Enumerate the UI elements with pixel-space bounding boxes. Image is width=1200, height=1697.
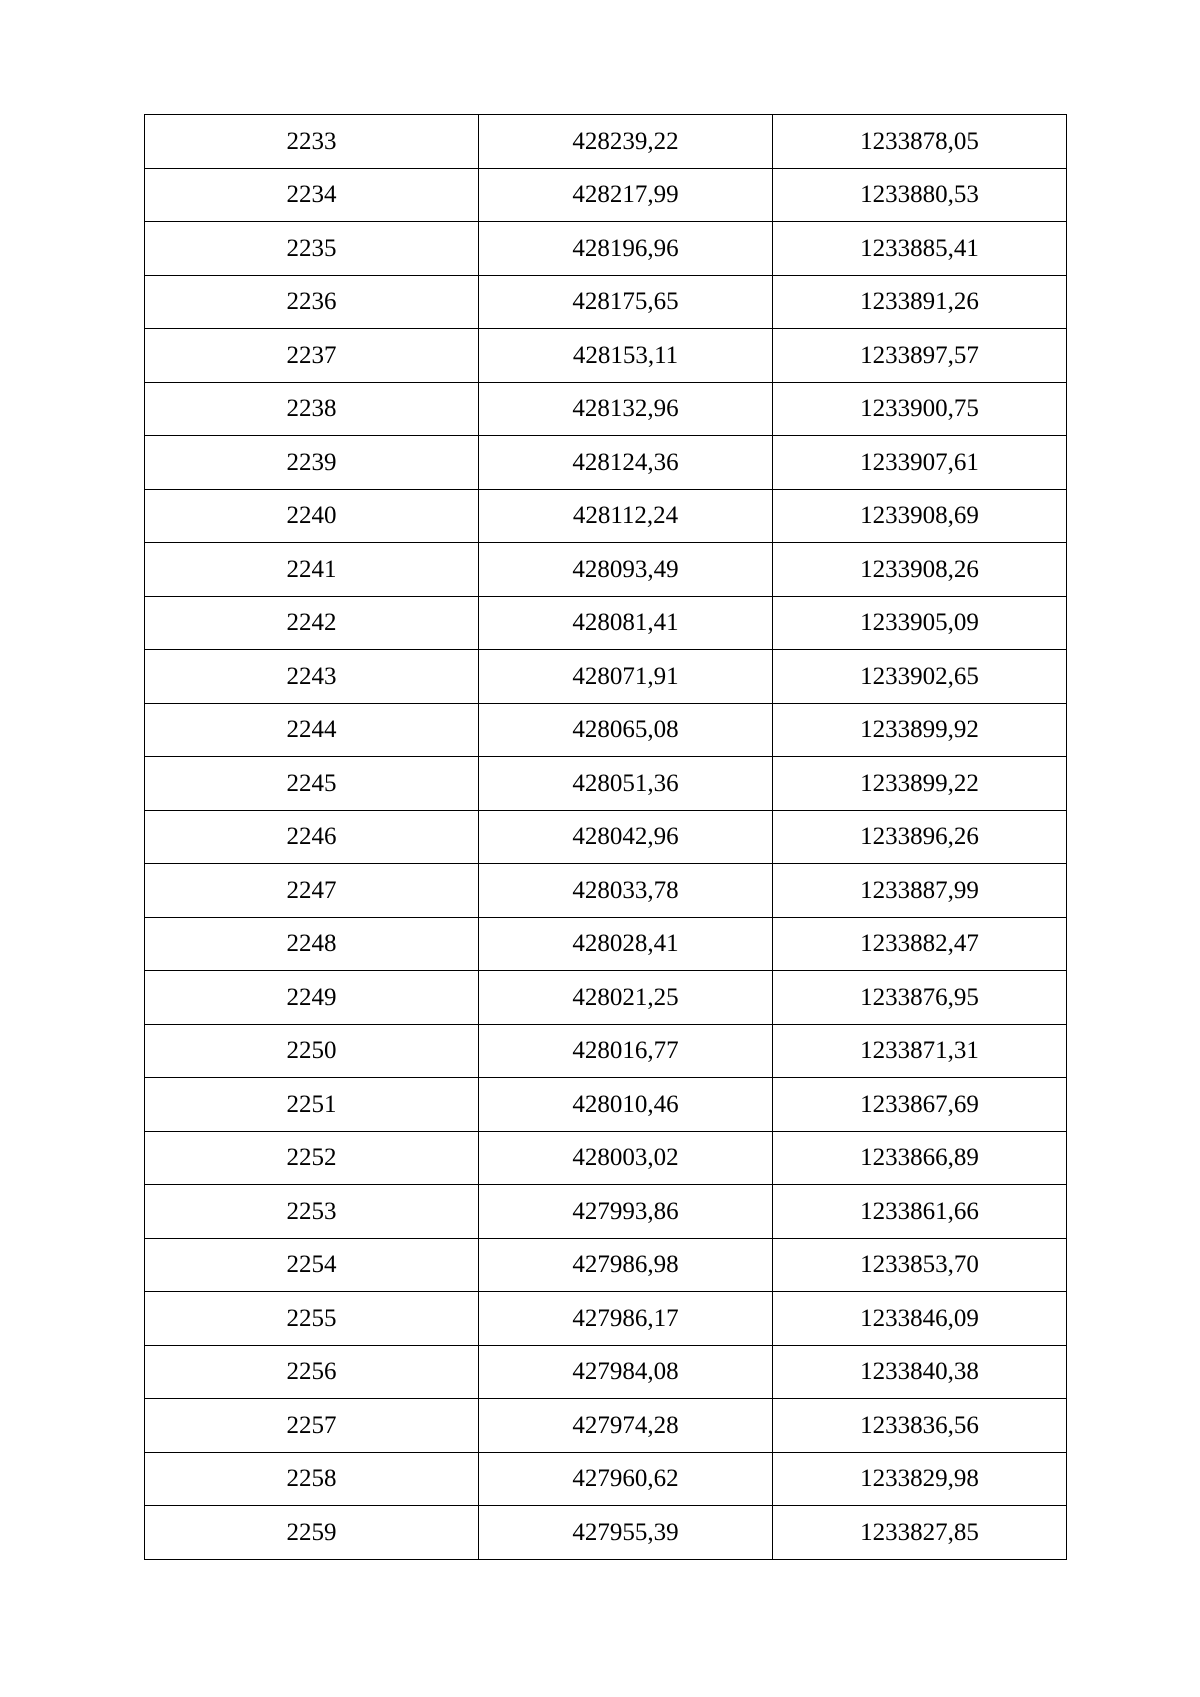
table-row bbox=[145, 222, 1067, 276]
point-number-cell: 2243 bbox=[145, 650, 479, 704]
point-number-cell: 2234 bbox=[145, 168, 479, 222]
point-number-cell: 2241 bbox=[145, 543, 479, 597]
table-row bbox=[145, 864, 1067, 918]
point-number-cell: 2255 bbox=[145, 1292, 479, 1346]
table-row bbox=[145, 329, 1067, 383]
point-number-cell: 2257 bbox=[145, 1399, 479, 1453]
table-row bbox=[145, 596, 1067, 650]
table-row bbox=[145, 1131, 1067, 1185]
table-row bbox=[145, 115, 1067, 169]
x-coordinate-cell: 428112,24 bbox=[479, 489, 773, 543]
x-coordinate-cell: 427955,39 bbox=[479, 1506, 773, 1560]
x-coordinate-cell: 427986,17 bbox=[479, 1292, 773, 1346]
table-row bbox=[145, 1238, 1067, 1292]
table-row bbox=[145, 489, 1067, 543]
table-row bbox=[145, 971, 1067, 1025]
y-coordinate-cell: 1233861,66 bbox=[773, 1185, 1067, 1239]
y-coordinate-cell: 1233882,47 bbox=[773, 917, 1067, 971]
x-coordinate-cell: 428033,78 bbox=[479, 864, 773, 918]
x-coordinate-cell: 428021,25 bbox=[479, 971, 773, 1025]
point-number-cell: 2239 bbox=[145, 436, 479, 490]
point-number-cell: 2236 bbox=[145, 275, 479, 329]
point-number-cell: 2238 bbox=[145, 382, 479, 436]
y-coordinate-cell: 1233885,41 bbox=[773, 222, 1067, 276]
point-number-cell: 2233 bbox=[145, 115, 479, 169]
point-number-cell: 2237 bbox=[145, 329, 479, 383]
x-coordinate-cell: 428065,08 bbox=[479, 703, 773, 757]
table-body bbox=[145, 115, 1067, 1560]
y-coordinate-cell: 1233902,65 bbox=[773, 650, 1067, 704]
table-row bbox=[145, 1399, 1067, 1453]
table-row bbox=[145, 917, 1067, 971]
point-number-cell: 2254 bbox=[145, 1238, 479, 1292]
table-row bbox=[145, 1452, 1067, 1506]
x-coordinate-cell: 427960,62 bbox=[479, 1452, 773, 1506]
y-coordinate-cell: 1233829,98 bbox=[773, 1452, 1067, 1506]
y-coordinate-cell: 1233876,95 bbox=[773, 971, 1067, 1025]
x-coordinate-cell: 428016,77 bbox=[479, 1024, 773, 1078]
x-coordinate-cell: 427993,86 bbox=[479, 1185, 773, 1239]
x-coordinate-cell: 427974,28 bbox=[479, 1399, 773, 1453]
x-coordinate-cell: 428196,96 bbox=[479, 222, 773, 276]
y-coordinate-cell: 1233840,38 bbox=[773, 1345, 1067, 1399]
point-number-cell: 2258 bbox=[145, 1452, 479, 1506]
x-coordinate-cell: 428153,11 bbox=[479, 329, 773, 383]
x-coordinate-cell: 427984,08 bbox=[479, 1345, 773, 1399]
y-coordinate-cell: 1233827,85 bbox=[773, 1506, 1067, 1560]
y-coordinate-cell: 1233907,61 bbox=[773, 436, 1067, 490]
y-coordinate-cell: 1233905,09 bbox=[773, 596, 1067, 650]
y-coordinate-cell: 1233899,22 bbox=[773, 757, 1067, 811]
point-number-cell: 2252 bbox=[145, 1131, 479, 1185]
point-number-cell: 2259 bbox=[145, 1506, 479, 1560]
point-number-cell: 2249 bbox=[145, 971, 479, 1025]
y-coordinate-cell: 1233908,26 bbox=[773, 543, 1067, 597]
point-number-cell: 2256 bbox=[145, 1345, 479, 1399]
y-coordinate-cell: 1233853,70 bbox=[773, 1238, 1067, 1292]
point-number-cell: 2250 bbox=[145, 1024, 479, 1078]
y-coordinate-cell: 1233891,26 bbox=[773, 275, 1067, 329]
point-number-cell: 2251 bbox=[145, 1078, 479, 1132]
table-row bbox=[145, 543, 1067, 597]
y-coordinate-cell: 1233900,75 bbox=[773, 382, 1067, 436]
table-row bbox=[145, 757, 1067, 811]
table-row bbox=[145, 650, 1067, 704]
x-coordinate-cell: 428239,22 bbox=[479, 115, 773, 169]
table-row bbox=[145, 275, 1067, 329]
coordinates-table bbox=[144, 114, 1067, 1560]
point-number-cell: 2248 bbox=[145, 917, 479, 971]
y-coordinate-cell: 1233896,26 bbox=[773, 810, 1067, 864]
table-row bbox=[145, 168, 1067, 222]
table-row bbox=[145, 436, 1067, 490]
point-number-cell: 2246 bbox=[145, 810, 479, 864]
x-coordinate-cell: 428003,02 bbox=[479, 1131, 773, 1185]
point-number-cell: 2244 bbox=[145, 703, 479, 757]
x-coordinate-cell: 428081,41 bbox=[479, 596, 773, 650]
x-coordinate-cell: 428051,36 bbox=[479, 757, 773, 811]
table-row bbox=[145, 1078, 1067, 1132]
x-coordinate-cell: 427986,98 bbox=[479, 1238, 773, 1292]
x-coordinate-cell: 428010,46 bbox=[479, 1078, 773, 1132]
table-row bbox=[145, 810, 1067, 864]
x-coordinate-cell: 428028,41 bbox=[479, 917, 773, 971]
point-number-cell: 2235 bbox=[145, 222, 479, 276]
y-coordinate-cell: 1233866,89 bbox=[773, 1131, 1067, 1185]
x-coordinate-cell: 428093,49 bbox=[479, 543, 773, 597]
y-coordinate-cell: 1233908,69 bbox=[773, 489, 1067, 543]
x-coordinate-cell: 428042,96 bbox=[479, 810, 773, 864]
y-coordinate-cell: 1233871,31 bbox=[773, 1024, 1067, 1078]
x-coordinate-cell: 428124,36 bbox=[479, 436, 773, 490]
table-row bbox=[145, 1292, 1067, 1346]
x-coordinate-cell: 428071,91 bbox=[479, 650, 773, 704]
point-number-cell: 2240 bbox=[145, 489, 479, 543]
table-row bbox=[145, 1345, 1067, 1399]
table-row bbox=[145, 703, 1067, 757]
table-row bbox=[145, 1506, 1067, 1560]
table-row bbox=[145, 382, 1067, 436]
point-number-cell: 2247 bbox=[145, 864, 479, 918]
y-coordinate-cell: 1233836,56 bbox=[773, 1399, 1067, 1453]
y-coordinate-cell: 1233880,53 bbox=[773, 168, 1067, 222]
table-row bbox=[145, 1024, 1067, 1078]
y-coordinate-cell: 1233867,69 bbox=[773, 1078, 1067, 1132]
x-coordinate-cell: 428132,96 bbox=[479, 382, 773, 436]
point-number-cell: 2253 bbox=[145, 1185, 479, 1239]
y-coordinate-cell: 1233878,05 bbox=[773, 115, 1067, 169]
y-coordinate-cell: 1233846,09 bbox=[773, 1292, 1067, 1346]
point-number-cell: 2245 bbox=[145, 757, 479, 811]
x-coordinate-cell: 428217,99 bbox=[479, 168, 773, 222]
y-coordinate-cell: 1233897,57 bbox=[773, 329, 1067, 383]
x-coordinate-cell: 428175,65 bbox=[479, 275, 773, 329]
point-number-cell: 2242 bbox=[145, 596, 479, 650]
table-row bbox=[145, 1185, 1067, 1239]
y-coordinate-cell: 1233899,92 bbox=[773, 703, 1067, 757]
y-coordinate-cell: 1233887,99 bbox=[773, 864, 1067, 918]
